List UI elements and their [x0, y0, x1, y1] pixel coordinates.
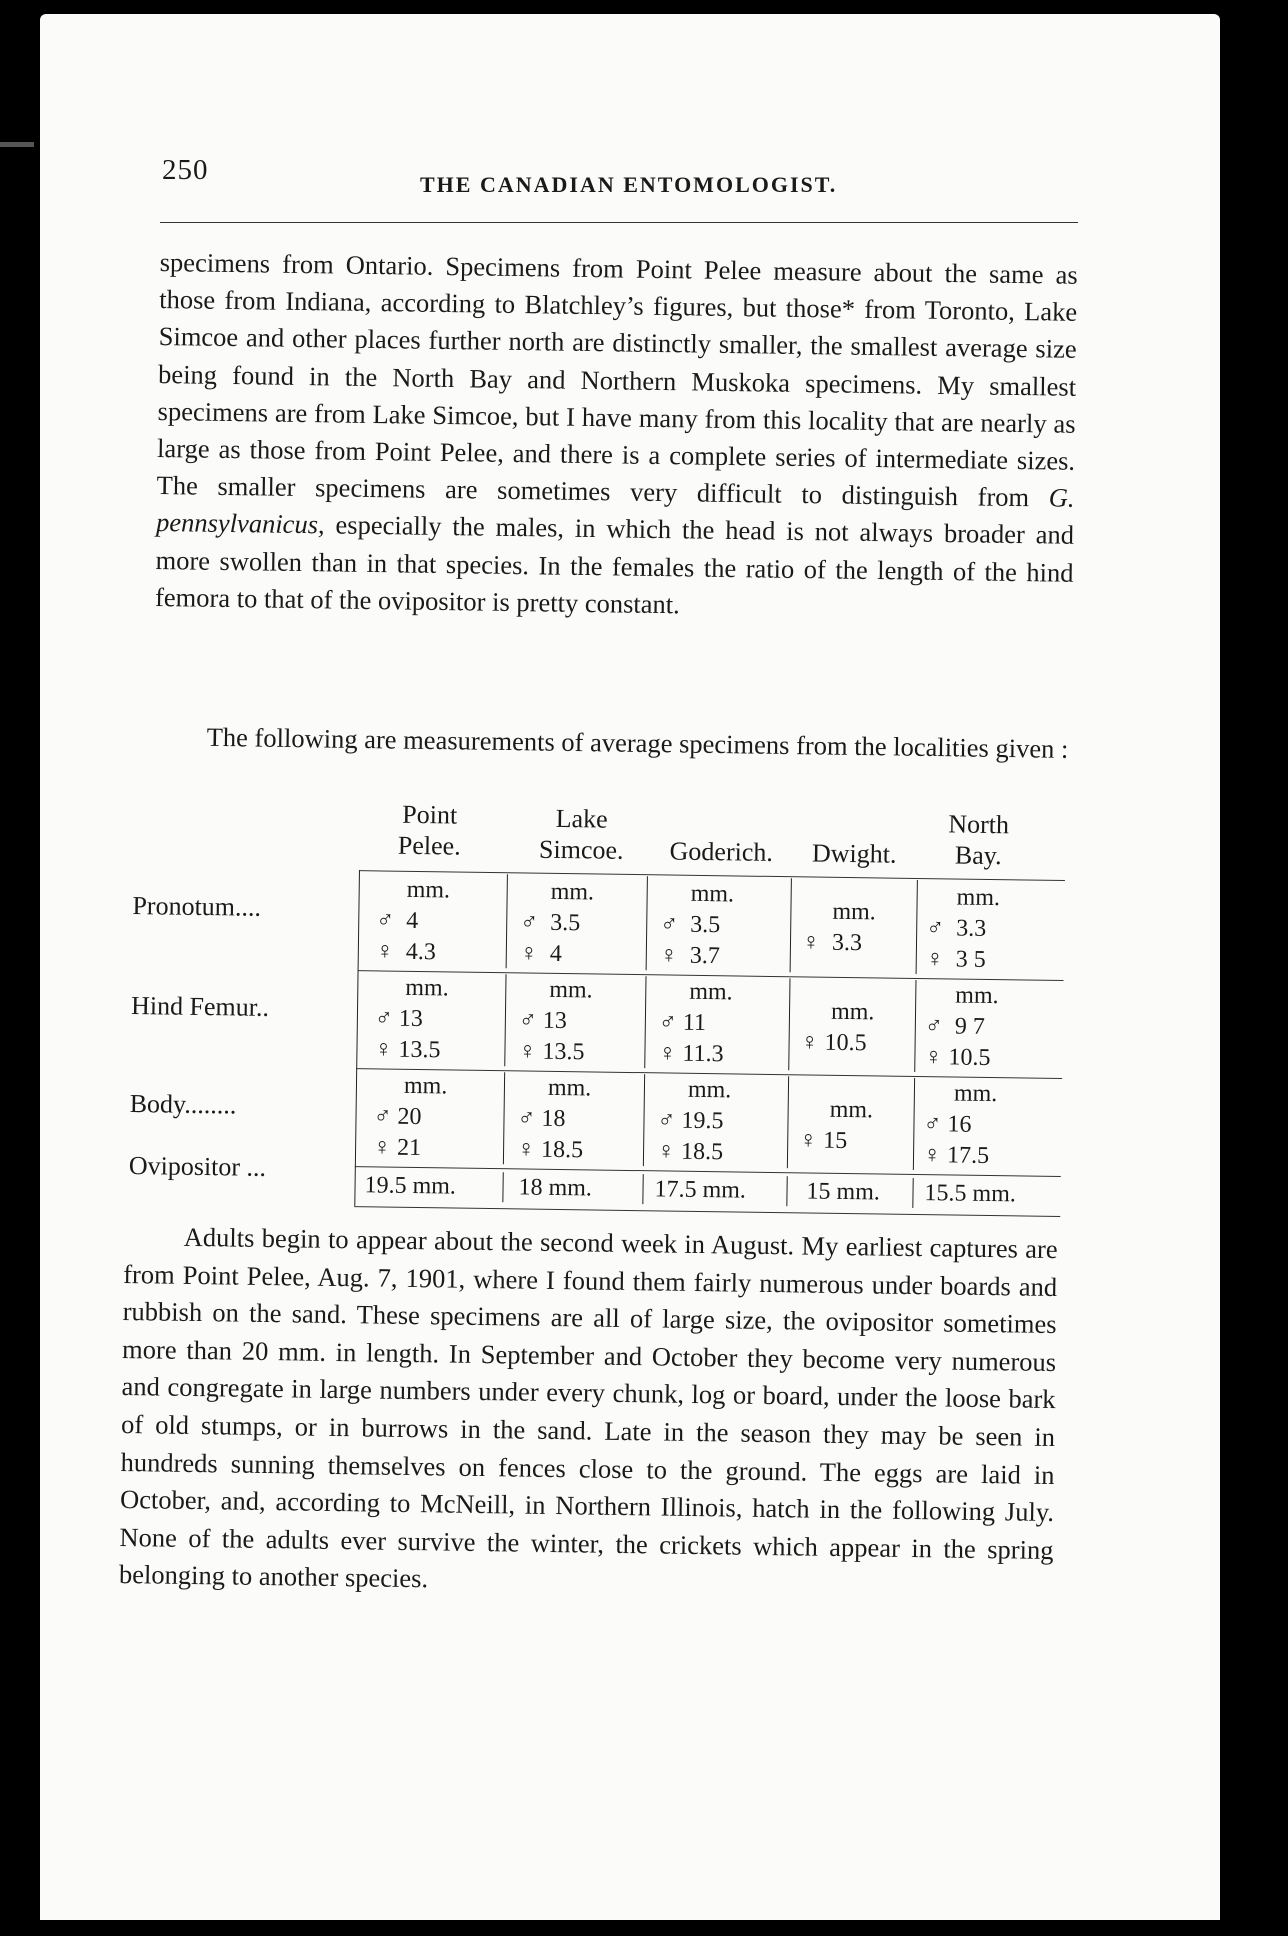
table-vline-5 — [504, 974, 506, 1066]
pronotum-dwight: mm. ♀ 3.3 — [801, 898, 876, 957]
species-name: G. pennsylvanicus, — [155, 482, 1075, 540]
ovipositor-dwight: 15 mm. — [806, 1178, 881, 1206]
table-vline-6 — [644, 976, 646, 1068]
table-vline-2 — [646, 876, 648, 970]
table-vline-9 — [503, 1072, 505, 1164]
table-vline-16 — [912, 1178, 913, 1208]
ovipositor-goderich: 17.5 mm. — [654, 1176, 747, 1204]
row-label-pronotum: Pronotum.... — [132, 891, 262, 922]
hind-femur-point-pelee: mm. ♂ 13 ♀ 13.5 — [374, 974, 449, 1064]
table-vline-14 — [642, 1174, 643, 1204]
page-number: 250 — [162, 154, 209, 186]
paragraph-1 — [155, 244, 1078, 629]
table-vline-15 — [786, 1176, 787, 1206]
hind-femur-north-bay: mm. ♂ 9 7 ♀ 10.5 — [924, 982, 999, 1072]
paragraph-3 — [119, 1218, 1058, 1607]
table-vline-7 — [788, 978, 790, 1070]
col-header-dwight: Dwight. — [811, 838, 897, 869]
paragraph-1-tail: especially the males, in which the head is not always broader and more swollen than in that species. In the females the ratio of the length of the hind femora to that of the ovipositor is pretty constant. — [154, 509, 1075, 620]
table-vline-0 — [354, 870, 360, 1206]
body-north-bay: mm. ♂ 16 ♀ 17.5 — [922, 1080, 998, 1170]
hind-femur-lake-simcoe: mm. ♂ 13 ♀ 13.5 — [518, 976, 593, 1066]
body-goderich: mm. ♂ 19.5 ♀ 18.5 — [656, 1076, 732, 1166]
hind-femur-goderich: mm. ♂ 11 ♀ 11.3 — [658, 978, 733, 1068]
paragraph-2-text: The following are measurements of average specimens from the localities given : — [206, 721, 1069, 764]
table-vline-1 — [506, 874, 508, 968]
table-bottom-rule — [354, 1206, 1060, 1217]
row-label-body: Body........ — [129, 1088, 237, 1120]
table-vline-8 — [914, 980, 916, 1072]
col-header-north-bay: North Bay. — [948, 809, 1010, 871]
row-label-hind-femur: Hind Femur.. — [130, 991, 270, 1022]
table-vline-13 — [502, 1172, 503, 1202]
hind-femur-dwight: mm. ♀ 10.5 — [800, 998, 875, 1057]
col-header-goderich: Goderich. — [669, 836, 774, 867]
ovipositor-lake-simcoe: 18 mm. — [518, 1174, 593, 1202]
pronotum-lake-simcoe: mm. ♂ 3.5 ♀ 4 — [519, 878, 595, 968]
paragraph-3-text: Adults begin to appear about the second week in August. My earliest captures are from Point Pelee, Aug. 7, 1901, where I found them fairly numerous under boards and rubbish on the sand. These specimens are all of large size, the ovipositor sometimes more than 20 mm. in length. In September and October they become very numerous and congregate in large numbers under every chunk, log or board, under the loose bark of old stumps, or in burrows in the sand. Late in the season they may be seen in hundreds sunning themselves on fences close to the ground. The eggs are laid in October, and, according to McNeill, in Northern Illinois, hatch in the following July. None of the adults ever survive the winter, the crickets which appear in the spring belonging to another species. — [118, 1221, 1058, 1594]
row-label-ovipositor: Ovipositor ... — [128, 1150, 267, 1182]
pronotum-point-pelee: mm. ♂ 4 ♀ 4.3 — [375, 876, 451, 966]
table-vline-12 — [913, 1078, 915, 1170]
table-vline-10 — [643, 1074, 645, 1166]
ovipositor-point-pelee: 19.5 mm. — [364, 1172, 457, 1200]
paragraph-1-lead: specimens from Ontario. Specimens from Point Pelee measure about the same as those from Indiana, according to Blatchley’s figures, but those* from Toronto, Lake Simcoe and other places further north are distinctly smaller, the smallest average size being found in the North Bay and Northern Muskoka specimens. My smallest specimens are from Lake Simcoe, but I have many from this locality that are nearly as large as those from Point Pelee, and there is a complete series of intermediate sizes. The smaller specimens are sometimes very difficult to distinguish from — [156, 246, 1078, 513]
pronotum-goderich: mm. ♂ 3.5 ♀ 3.7 — [659, 880, 735, 970]
col-header-lake-simcoe: Lake Simcoe. — [538, 803, 624, 865]
table-vline-4 — [916, 880, 918, 974]
scan-right-shadow — [1220, 0, 1288, 1936]
table-vline-11 — [787, 1076, 789, 1168]
scan-edge-mark — [0, 142, 34, 147]
ovipositor-north-bay: 15.5 mm. — [924, 1180, 1017, 1208]
pronotum-north-bay: mm. ♂ 3.3 ♀ 3 5 — [925, 884, 1001, 973]
body-lake-simcoe: mm. ♂ 18 ♀ 18.5 — [516, 1074, 592, 1164]
col-header-point-pelee: Point Pelee. — [397, 799, 461, 861]
header-rule — [160, 222, 1078, 223]
table-vline-3 — [790, 878, 792, 972]
body-point-pelee: mm. ♂ 20 ♀ 21 — [372, 1072, 448, 1162]
measurements-table — [126, 795, 1078, 1228]
body-dwight: mm. ♀ 15 — [799, 1096, 874, 1155]
running-head: THE CANADIAN ENTOMOLOGIST. — [420, 172, 838, 197]
